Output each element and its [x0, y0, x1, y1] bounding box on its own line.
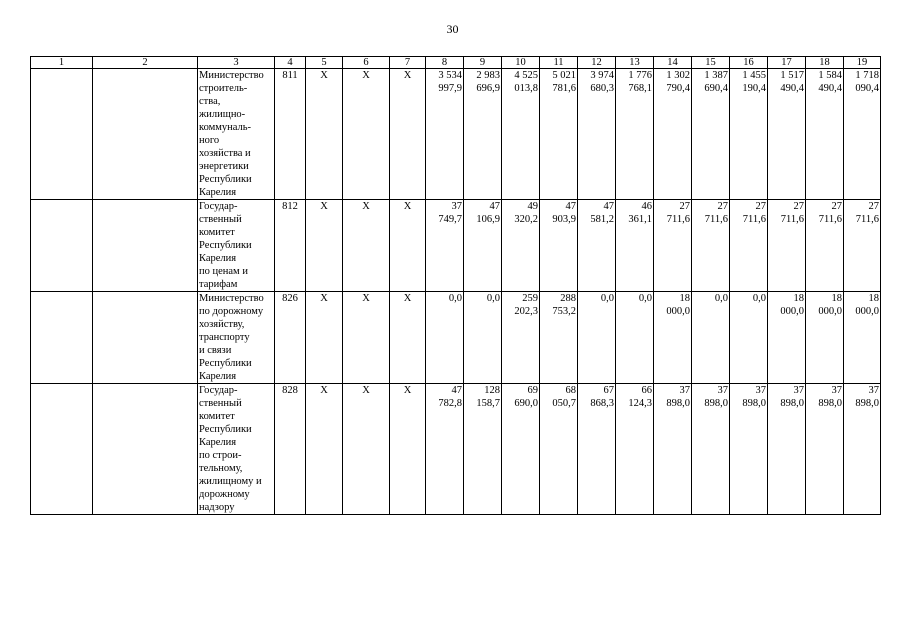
table-row: [31, 384, 881, 515]
amount-cell: 47 106,9: [464, 200, 502, 292]
cell-x: Х: [306, 384, 343, 515]
amount-cell: 1 718 090,4: [844, 69, 881, 200]
amount-cell: 47 581,2: [578, 200, 616, 292]
cell-empty: [93, 384, 198, 515]
amount-cell: 69 690,0: [502, 384, 540, 515]
column-header: 15: [692, 57, 730, 69]
amount-cell: 0,0: [730, 292, 768, 384]
agency-name: Государ- ственный комитет Республики Карелия по строи- тельному, жилищному и дорожному надзору: [198, 384, 275, 515]
cell-x: Х: [306, 69, 343, 200]
budget-table: [30, 56, 881, 515]
column-header: 2: [93, 57, 198, 69]
column-header: 1: [31, 57, 93, 69]
amount-cell: 66 124,3: [616, 384, 654, 515]
cell-x: Х: [306, 292, 343, 384]
amount-cell: 37 898,0: [768, 384, 806, 515]
amount-cell: 4 525 013,8: [502, 69, 540, 200]
column-header: 7: [390, 57, 426, 69]
amount-cell: 0,0: [426, 292, 464, 384]
amount-cell: 67 868,3: [578, 384, 616, 515]
cell-x: Х: [306, 200, 343, 292]
column-header: 16: [730, 57, 768, 69]
column-header: 3: [198, 57, 275, 69]
table-row: [31, 69, 881, 200]
cell-empty: [93, 200, 198, 292]
amount-cell: 0,0: [692, 292, 730, 384]
column-header: 4: [275, 57, 306, 69]
amount-cell: 288 753,2: [540, 292, 578, 384]
agency-code: 826: [275, 292, 306, 384]
page-number: 30: [446, 22, 459, 36]
amount-cell: 259 202,3: [502, 292, 540, 384]
amount-cell: 1 584 490,4: [806, 69, 844, 200]
amount-cell: 49 320,2: [502, 200, 540, 292]
column-header: 9: [464, 57, 502, 69]
cell-x: Х: [390, 384, 426, 515]
column-number-row: [31, 57, 881, 69]
cell-empty: [93, 292, 198, 384]
cell-empty: [93, 69, 198, 200]
agency-name: Министерство по дорожному хозяйству, транспорту и связи Республики Карелия: [198, 292, 275, 384]
column-header: 6: [343, 57, 390, 69]
amount-cell: 18 000,0: [654, 292, 692, 384]
column-header: 11: [540, 57, 578, 69]
cell-x: Х: [343, 292, 390, 384]
amount-cell: 0,0: [616, 292, 654, 384]
amount-cell: 3 974 680,3: [578, 69, 616, 200]
amount-cell: 37 898,0: [730, 384, 768, 515]
amount-cell: 46 361,1: [616, 200, 654, 292]
amount-cell: 27 711,6: [806, 200, 844, 292]
cell-x: Х: [390, 200, 426, 292]
amount-cell: 37 898,0: [806, 384, 844, 515]
table-row: [31, 200, 881, 292]
amount-cell: 1 776 768,1: [616, 69, 654, 200]
agency-code: 812: [275, 200, 306, 292]
amount-cell: 1 302 790,4: [654, 69, 692, 200]
column-header: 10: [502, 57, 540, 69]
column-header: 5: [306, 57, 343, 69]
amount-cell: 47 903,9: [540, 200, 578, 292]
amount-cell: 0,0: [464, 292, 502, 384]
amount-cell: 1 455 190,4: [730, 69, 768, 200]
amount-cell: 27 711,6: [768, 200, 806, 292]
amount-cell: 27 711,6: [844, 200, 881, 292]
column-header: 12: [578, 57, 616, 69]
amount-cell: 47 782,8: [426, 384, 464, 515]
cell-x: Х: [343, 384, 390, 515]
column-header: 13: [616, 57, 654, 69]
cell-x: Х: [390, 69, 426, 200]
amount-cell: 27 711,6: [692, 200, 730, 292]
column-header: 17: [768, 57, 806, 69]
column-header: 14: [654, 57, 692, 69]
cell-x: Х: [343, 69, 390, 200]
agency-name: Министерство строитель- ства, жилищно- коммуналь- ного хозяйства и энергетики Республики Карелия: [198, 69, 275, 200]
amount-cell: 37 749,7: [426, 200, 464, 292]
cell-empty: [31, 292, 93, 384]
amount-cell: 18 000,0: [844, 292, 881, 384]
amount-cell: 37 898,0: [692, 384, 730, 515]
cell-empty: [31, 384, 93, 515]
amount-cell: 0,0: [578, 292, 616, 384]
cell-empty: [31, 200, 93, 292]
amount-cell: 68 050,7: [540, 384, 578, 515]
column-header: 18: [806, 57, 844, 69]
amount-cell: 1 387 690,4: [692, 69, 730, 200]
amount-cell: 27 711,6: [730, 200, 768, 292]
amount-cell: 128 158,7: [464, 384, 502, 515]
cell-x: Х: [343, 200, 390, 292]
agency-code: 811: [275, 69, 306, 200]
amount-cell: 1 517 490,4: [768, 69, 806, 200]
agency-code: 828: [275, 384, 306, 515]
amount-cell: 18 000,0: [806, 292, 844, 384]
column-header: 8: [426, 57, 464, 69]
amount-cell: 5 021 781,6: [540, 69, 578, 200]
cell-empty: [31, 69, 93, 200]
amount-cell: 2 983 696,9: [464, 69, 502, 200]
table-row: [31, 292, 881, 384]
amount-cell: 18 000,0: [768, 292, 806, 384]
agency-name: Государ- ственный комитет Республики Карелия по ценам и тарифам: [198, 200, 275, 292]
amount-cell: 3 534 997,9: [426, 69, 464, 200]
column-header: 19: [844, 57, 881, 69]
amount-cell: 37 898,0: [654, 384, 692, 515]
amount-cell: 37 898,0: [844, 384, 881, 515]
amount-cell: 27 711,6: [654, 200, 692, 292]
cell-x: Х: [390, 292, 426, 384]
